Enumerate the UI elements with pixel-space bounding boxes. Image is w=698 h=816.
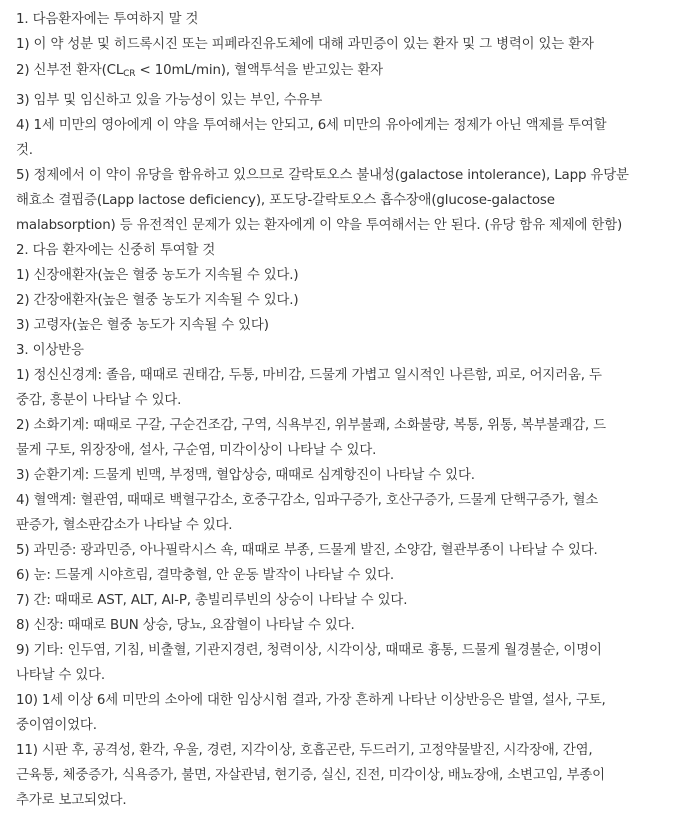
text-line	[16, 61, 383, 81]
text-line: 7) 간: 때때로 AST, ALT, Al-P, 총빌리루빈의 상승이 나타날 수 있다.	[16, 593, 408, 608]
text-line: 판증가, 혈소판감소가 나타날 수 있다.	[16, 518, 233, 533]
text-line: 3. 이상반응	[16, 343, 84, 358]
text-line: 것.	[16, 143, 33, 158]
text-line: 1) 정신신경계: 졸음, 때때로 권태감, 두통, 마비감, 드물게 가볍고 일시적인 나른함, 피로, 어지러움, 두	[16, 368, 602, 383]
text-line: 3) 고령자(높은 혈중 농도가 지속될 수 있다)	[16, 318, 269, 333]
text-line: malabsorption) 등 유전적인 문제가 있는 환자에게 이 약을 투여해서는 안 된다. (유당 함유 제제에 한함)	[16, 218, 623, 233]
text-line: 물게 구토, 위장장애, 설사, 구순염, 미각이상이 나타날 수 있다.	[16, 443, 377, 458]
text-line: 중이염이었다.	[16, 718, 97, 733]
subscript: CR	[123, 69, 136, 79]
text-line: 중감, 흥분이 나타날 수 있다.	[16, 393, 182, 408]
text-line: 1) 이 약 성분 및 히드록시진 또는 피페라진유도체에 대해 과민증이 있는 환자 및 그 병력이 있는 환자	[16, 37, 594, 52]
text-line: 5) 정제에서 이 약이 유당을 함유하고 있으므로 갈락토오스 불내성(galactose intolerance), Lapp 유당분	[16, 168, 629, 183]
text-line: 10) 1세 이상 6세 미만의 소아에 대한 임상시험 결과, 가장 흔하게 나타난 이상반응은 발열, 설사, 구토,	[16, 693, 606, 708]
text-line: 해효소 결핍증(Lapp lactose deficiency), 포도당-갈락토오스 흡수장애(glucose-galactose	[16, 193, 555, 208]
text-line: 3) 순환기계: 드물게 빈맥, 부정맥, 혈압상승, 때때로 심계항진이 나타날 수 있다.	[16, 468, 475, 483]
text-line: 2) 간장애환자(높은 혈중 농도가 지속될 수 있다.)	[16, 293, 299, 308]
text-line: 2. 다음 환자에는 신중히 투여할 것	[16, 243, 216, 258]
text-line: 9) 기타: 인두염, 기침, 비출혈, 기관지경련, 청력이상, 시각이상, 때때로 흉통, 드물게 월경불순, 이명이	[16, 643, 602, 658]
text-line: 나타날 수 있다.	[16, 668, 106, 683]
text-line: 8) 신장: 때때로 BUN 상승, 당뇨, 요잠혈이 나타날 수 있다.	[16, 618, 355, 633]
text-line: 3) 임부 및 임신하고 있을 가능성이 있는 부인, 수유부	[16, 93, 323, 108]
text-line: 근육통, 체중증가, 식욕증가, 불면, 자살관념, 현기증, 실신, 진전, 미각이상, 배뇨장애, 소변고임, 부종이	[16, 768, 605, 783]
text-line: 1. 다음환자에는 투여하지 말 것	[16, 12, 199, 27]
text-line: 5) 과민증: 광과민증, 아나필락시스 쇽, 때때로 부종, 드물게 발진, 소양감, 혈관부종이 나타날 수 있다.	[16, 543, 598, 558]
text-line: 6) 눈: 드물게 시야흐림, 결막충혈, 안 운동 발작이 나타날 수 있다.	[16, 568, 395, 583]
text-line: 2) 소화기계: 때때로 구갈, 구순건조감, 구역, 식욕부진, 위부불쾌, 소화불량, 복통, 위통, 복부불쾌감, 드	[16, 418, 606, 433]
text-segment: < 10mL/min), 혈액투석을 받고있는 환자	[135, 63, 383, 78]
text-line: 추가로 보고되었다.	[16, 793, 127, 808]
text-line: 4) 혈액계: 혈관염, 때때로 백혈구감소, 호중구감소, 임파구증가, 호산구증가, 드물게 단핵구증가, 혈소	[16, 493, 599, 508]
text-segment: 2) 신부전 환자(CL	[16, 63, 124, 78]
text-line: 11) 시판 후, 공격성, 환각, 우울, 경련, 지각이상, 호흡곤란, 두드러기, 고정약물발진, 시각장애, 간염,	[16, 743, 593, 758]
text-line: 1) 신장애환자(높은 혈중 농도가 지속될 수 있다.)	[16, 268, 299, 283]
text-line: 4) 1세 미만의 영아에게 이 약을 투여해서는 안되고, 6세 미만의 유아에게는 정제가 아닌 액제를 투여할	[16, 118, 607, 133]
